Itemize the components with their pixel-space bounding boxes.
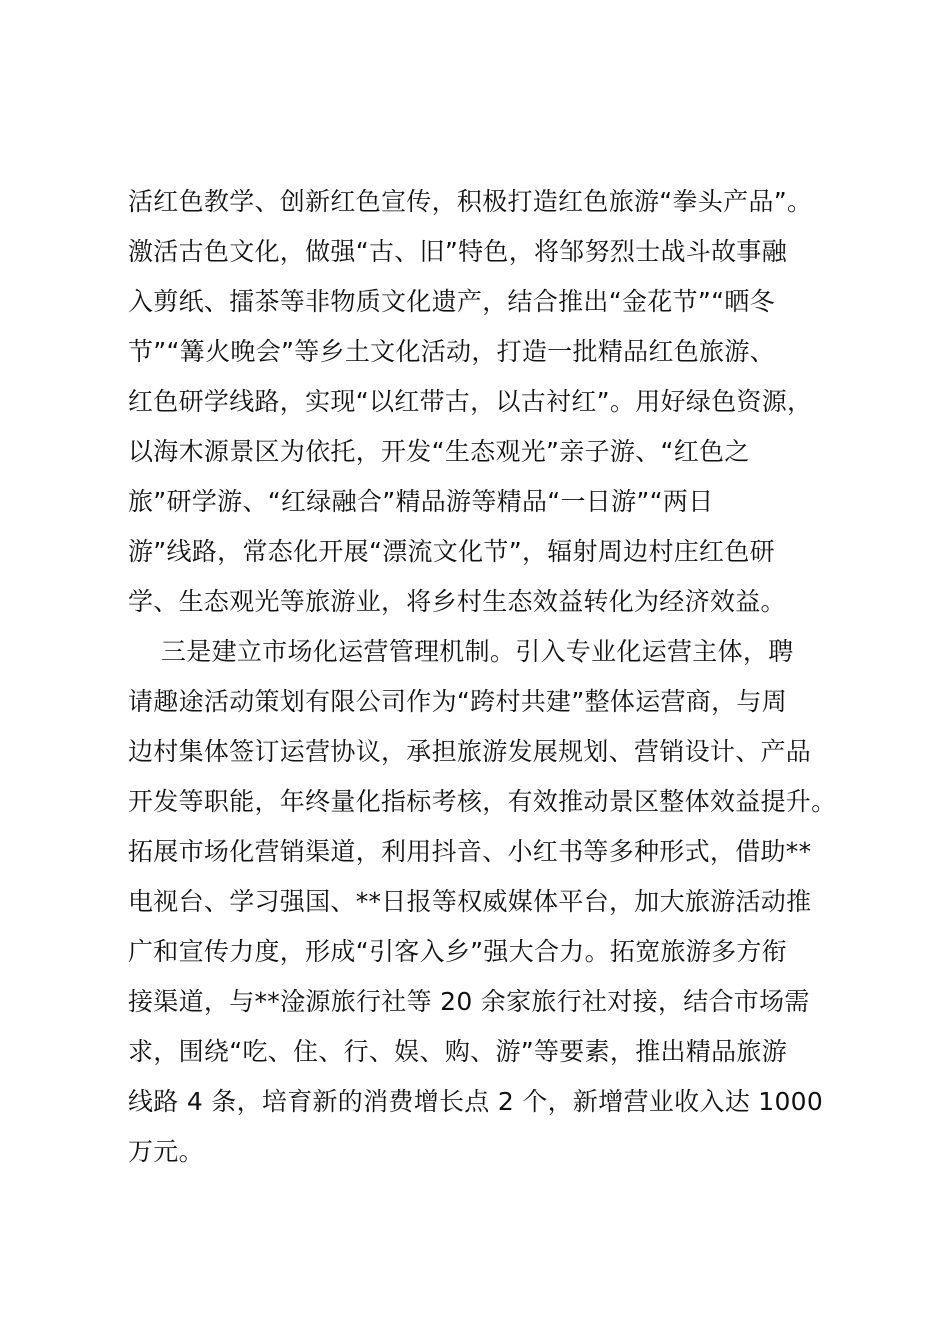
text-line-18: 求，围绕“吃、住、行、娱、购、游”等要素，推出精品旅游	[128, 1037, 788, 1066]
text-line-17: 接渠道，与**淦源旅行社等 20 余家旅行社对接，结合市场需	[128, 987, 810, 1016]
text-line-14: 拓展市场化营销渠道，利用抖音、小红书等多种形式，借助**	[128, 837, 812, 866]
text-line-5: 红色研学线路，实现“以红带古，以古衬红”。用好绿色资源，	[128, 387, 813, 416]
text-line-16: 广和宣传力度，形成“引客入乡”强大合力。拓宽旅游多方衔	[128, 937, 788, 966]
paragraph-start-line: 三是建立市场化运营管理机制。引入专业化运营主体，聘	[128, 637, 794, 666]
text-line-6: 以海木源景区为依托，开发“生态观光”亲子游、“红色之	[128, 437, 750, 466]
text-line-9: 学、生态观光等旅游业，将乡村生态效益转化为经济效益。	[128, 587, 786, 616]
text-line-2: 激活古色文化，做强“古、旧”特色，将邹努烈士战斗故事融	[128, 237, 788, 266]
text-line-1: 活红色教学、创新红色宣传，积极打造红色旅游“拳头产品”。	[128, 187, 813, 216]
text-line-15: 电视台、学习强国、**日报等权威媒体平台，加大旅游活动推	[128, 887, 812, 916]
text-line-20: 万元。	[128, 1137, 204, 1166]
text-line-12: 边村集体签订运营协议，承担旅游发展规划、营销设计、产品	[128, 737, 812, 766]
text-line-11: 请趣途活动策划有限公司作为“跨村共建”整体运营商，与周	[128, 687, 788, 716]
text-line-3: 入剪纸、擂茶等非物质文化遗产，结合推出“金花节”“晒冬	[128, 287, 775, 316]
text-line-4: 节”“篝火晚会”等乡土文化活动，打造一批精品红色旅游、	[128, 337, 775, 366]
text-line-19: 线路 4 条，培育新的消费增长点 2 个，新增营业收入达 1000	[128, 1087, 824, 1116]
text-line-7: 旅”研学游、“红绿融合”精品游等精品“一日游”“两日	[128, 487, 714, 516]
text-line-13: 开发等职能，年终量化指标考核，有效推动景区整体效益提升。	[128, 787, 837, 816]
text-line-8: 游”线路，常态化开展“漂流文化节”，辐射周边村庄红色研	[128, 537, 775, 566]
